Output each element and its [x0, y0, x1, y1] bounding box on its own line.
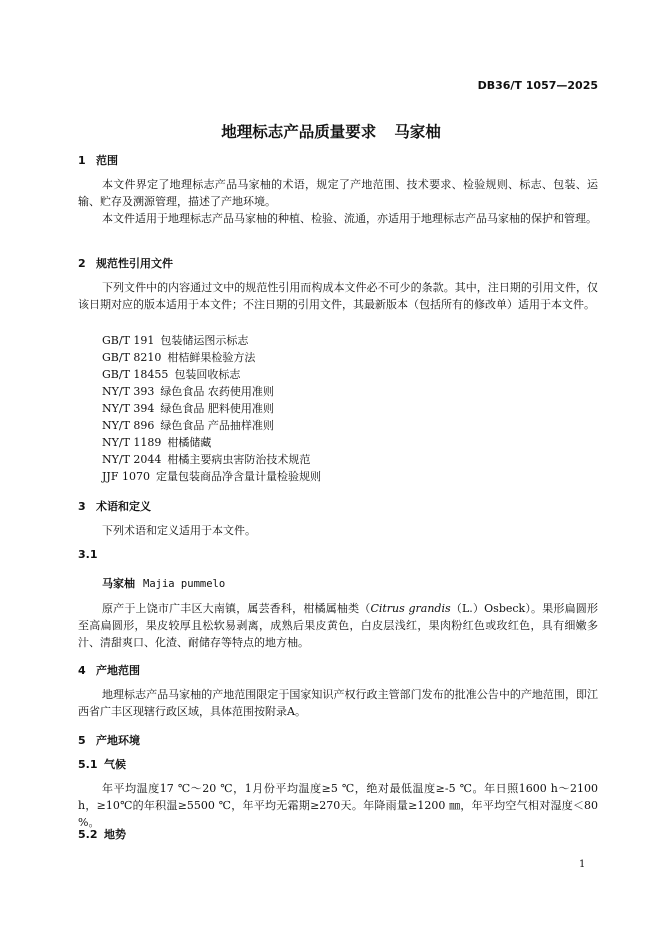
definition-text: 原产于上饶市广丰区大南镇，属芸香科，柑橘属柚类（: [102, 602, 371, 615]
scientific-name: Citrus grandis: [370, 602, 451, 615]
subsection-3-1-number: 3.1: [78, 548, 98, 561]
section-number: 5: [78, 734, 86, 747]
section-4-para-1: 地理标志产品马家柚的产地范围限定于国家知识产权行政主管部门发布的批准公告中的产地范围，即江西省广丰区现辖行政区域，具体范围按附录A。: [78, 688, 598, 718]
title-product: 马家柚: [394, 123, 441, 141]
term-definition: [78, 600, 598, 651]
subsection-5-2-heading: [78, 826, 126, 842]
ref-item: [102, 349, 255, 365]
term-entry: [102, 575, 225, 591]
section-5-1-para: 年平均温度17 ℃～20 ℃，1月份平均温度≥5 ℃，绝对最低温度≥-5 ℃。年日照1600 h～2100 h，≥10℃的年积温≥5500 ℃，年平均无霜期≥270天。年降雨量≥1200 ㎜，年平均空气相对湿度＜80 %。: [78, 782, 598, 829]
ref-code: NY/T 394: [102, 402, 155, 415]
section-5-heading: [78, 732, 140, 748]
section-title: 产地范围: [96, 664, 140, 677]
ref-item: [102, 332, 248, 348]
subsection-number: 5.1: [78, 758, 98, 771]
ref-item: [102, 400, 274, 416]
page-number: 1: [579, 859, 586, 870]
term-english: Majia pummelo: [143, 578, 226, 590]
ref-name: 绿色食品 农药使用准则: [160, 385, 274, 398]
section-number: 2: [78, 257, 86, 270]
section-2-para-1: 下列文件中的内容通过文中的规范性引用而构成本文件必不可少的条款。其中，注日期的引用文件，仅该日期对应的版本适用于本文件；不注日期的引用文件，其最新版本（包括所有的修改单）适用于本文件。: [78, 281, 598, 311]
ref-item: [102, 417, 274, 433]
ref-code: NY/T 896: [102, 419, 155, 432]
subsection-title: 地势: [104, 828, 126, 841]
ref-name: 柑橘储藏: [167, 436, 212, 449]
ref-item: [102, 366, 240, 382]
subsection-5-1-heading: [78, 756, 126, 772]
section-3-heading: [78, 498, 151, 514]
section-1-heading: [78, 152, 118, 168]
standard-code: DB36/T 1057—2025: [477, 79, 598, 92]
section-title: 产地环境: [96, 734, 140, 747]
ref-name: 绿色食品 产品抽样准则: [160, 419, 274, 432]
ref-code: GB/T 18455: [102, 368, 169, 381]
ref-name: 柑桔鲜果检验方法: [167, 351, 256, 364]
ref-name: 定量包装商品净含量计量检验规则: [155, 470, 321, 483]
subsection-title: 气候: [104, 758, 126, 771]
ref-code: NY/T 393: [102, 385, 155, 398]
ref-name: 柑橘主要病虫害防治技术规范: [167, 453, 311, 466]
definition-text: （L.）Osbeck）。果形扁圆形至高扁圆形，果皮较厚且松软易剥离，成熟后果皮黄色，白皮层浅红，果肉粉红色或玫红色，具有细嫩多汁、清甜爽口、化渣、耐储存等特点的地方柚。: [78, 602, 598, 649]
ref-name: 绿色食品 肥料使用准则: [160, 402, 274, 415]
ref-item: [102, 451, 310, 467]
document-title: [0, 120, 662, 142]
subsection-number: 5.2: [78, 828, 98, 841]
ref-code: GB/T 191: [102, 334, 155, 347]
ref-item: [102, 383, 274, 399]
ref-code: JJF 1070: [102, 470, 150, 483]
section-1-para-1: 本文件界定了地理标志产品马家柚的术语，规定了产地范围、技术要求、检验规则、标志、包装、运输、贮存及溯源管理，描述了产地环境。: [78, 178, 598, 208]
term-chinese: 马家柚: [102, 577, 135, 590]
section-title: 术语和定义: [96, 500, 151, 513]
ref-name: 包装储运图示标志: [160, 334, 249, 347]
ref-code: GB/T 8210: [102, 351, 162, 364]
section-number: 1: [78, 154, 86, 167]
section-number: 4: [78, 664, 86, 677]
ref-name: 包装回收标志: [174, 368, 241, 381]
section-1-para-2: 本文件适用于地理标志产品马家柚的种植、检验、流通，亦适用于地理标志产品马家柚的保护和管理。: [102, 212, 597, 225]
ref-item: [102, 468, 321, 484]
title-main: 地理标志产品质量要求: [221, 123, 377, 141]
section-number: 3: [78, 500, 86, 513]
ref-item: [102, 434, 211, 450]
ref-code: NY/T 1189: [102, 436, 162, 449]
section-2-heading: [78, 255, 173, 271]
section-3-para-1: 下列术语和定义适用于本文件。: [102, 524, 256, 537]
section-title: 规范性引用文件: [96, 257, 173, 270]
section-title: 范围: [96, 154, 118, 167]
section-4-heading: [78, 662, 140, 678]
ref-code: NY/T 2044: [102, 453, 162, 466]
